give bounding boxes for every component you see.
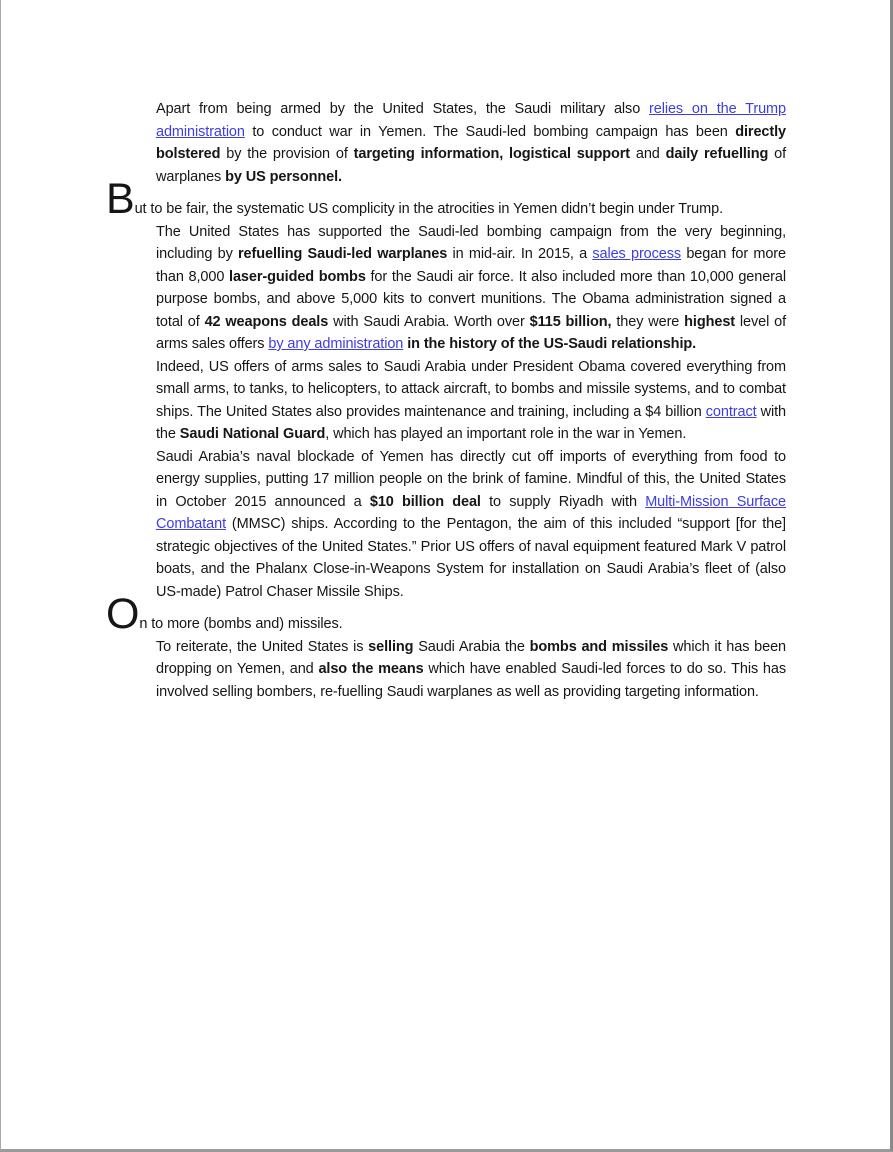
text-run: which have enabled Saudi-led forces to do so. This has involved selling bombers, re-fuelling Saudi warplanes as well as providing targeting information. [156,661,786,700]
bold-text: in the history of the US-Saudi relationship. [403,336,697,352]
bold-text: refuelling Saudi-led warplanes [238,246,448,262]
drop-cap-initial-b: B [106,175,135,223]
text-run: with the [156,403,786,442]
text-run: of warplanes [156,146,786,185]
bold-text: by US personnel. [225,168,342,185]
link-multi-mission-surface-combatant[interactable]: Multi-Mission Surface Combatant [156,493,786,532]
link-by-any-administration[interactable]: by any administration [268,336,404,352]
bold-text: directly bolstered [156,123,786,162]
bold-text: laser-guided bombs [229,268,366,285]
link-contract[interactable]: contract [705,403,757,420]
bold-text: daily refuelling [665,146,769,162]
bold-text: Saudi National Guard [179,426,326,442]
text-run: which it has been dropping on Yemen, and [156,638,787,677]
paragraph-on-to-missiles [106,590,786,638]
link-sales-process[interactable]: sales process [592,246,682,262]
link-relies-on-the-trump-administration[interactable]: relies on the Trump administration [156,101,786,140]
text-run: Saudi Arabia’s naval blockade of Yemen has directly cut off imports of everything from food to energy supplies, putting 17 million people on the brink of famine. Mindful of this, the United States in October 2015 announced a [156,448,786,510]
drop-cap-initial-o: O [106,590,140,638]
text-run: To reiterate, the United States is [156,638,369,655]
text-run: Saudi Arabia the [413,638,530,655]
text-run: to supply Riyadh with [480,493,646,510]
text-run: for the Saudi air force. It also included more than 10,000 general purpose bombs, and above 5,000 kits to convert munitions. The Obama administration signed a total of [156,268,786,330]
bold-text: highest [684,313,736,330]
text-run: they were [611,313,685,330]
paragraph-naval-blockade [156,446,786,604]
text-run: began for more than 8,000 [156,246,786,285]
text-run: with Saudi Arabia. Worth over [328,313,530,330]
text-run: level of arms sales offers [156,313,786,352]
text-run: , which has played an important role in the war in Yemen. [325,426,687,442]
paragraph-obama-support [156,221,786,356]
text-run: in mid-air. In 2015, a [447,246,593,262]
bold-text: 42 weapons deals [204,313,329,330]
bold-text: bombs and missiles [529,638,669,655]
text-run: Apart from being armed by the United States, the Saudi military also [156,101,650,117]
text-run: (MMSC) ships. According to the Pentagon, the aim of this included “support [for the] strategic objectives of the United States.” Prior US offers of naval equipment featured Mark V patrol boats, and the Phalanx Close-in-Weapons System for installation on Saudi Arabia’s fleet of (also US-made) Patrol Chaser Missile Ships. [156,516,786,600]
text-run: by the provision of [220,146,354,162]
text-run: The United States has supported the Saudi-led bombing campaign from the very beginning, including by [156,223,786,262]
text-run: Indeed, US offers of arms sales to Saudi Arabia under President Obama covered everything from small arms, to tanks, to helicopters, to attack aircraft, to bombs and missile systems, and to combat ships. The United States also provides maintenance and training, including a $4 billion [156,358,786,420]
bold-text: selling [368,638,414,655]
paragraph-trump-support [156,98,786,188]
paragraph-arms-sales-scope [156,356,786,446]
bold-text: also the means [318,661,424,677]
text-run: ut to be fair, the systematic US complicity in the atrocities in Yemen didn’t begin under Trump. [134,201,724,217]
bold-text: $10 billion deal [369,493,481,510]
text-run: to conduct war in Yemen. The Saudi-led bombing campaign has been [244,123,736,140]
bold-text: targeting information, logistical support [353,146,630,162]
paragraph-reiterate [156,636,786,704]
bold-text: $115 billion, [529,313,612,330]
text-run: and [630,146,666,162]
text-run: n to more (bombs and) missiles. [139,616,343,632]
